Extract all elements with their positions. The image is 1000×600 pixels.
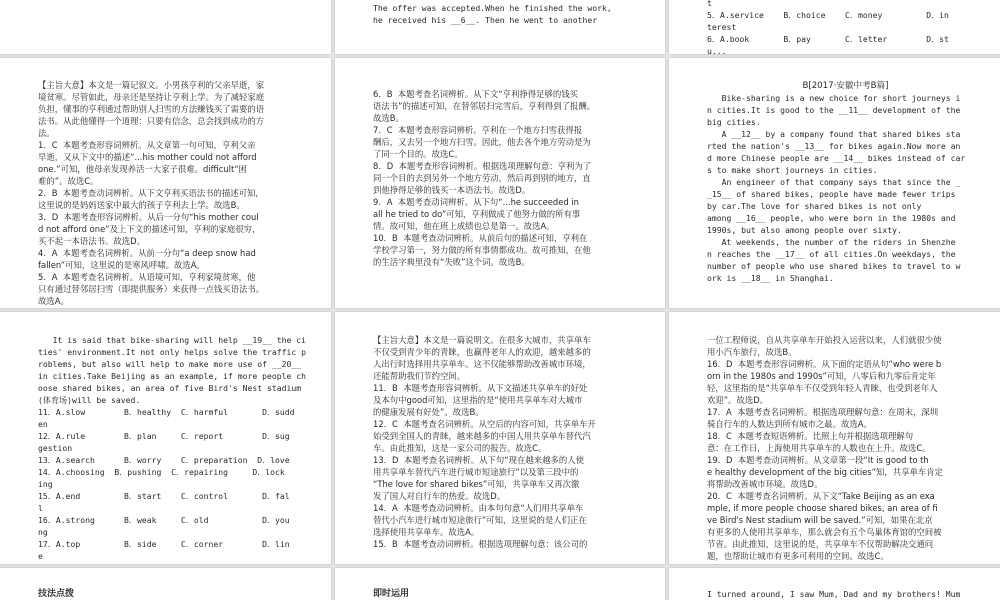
text-line: 13．A.search B．worry C．preparation D．love bbox=[38, 455, 290, 465]
text-line: 4．A 本题考查名词辨析。从前一分句“a deep snow had bbox=[38, 248, 256, 258]
text-line: The offer was accepted.When he finished the work, bbox=[373, 3, 612, 13]
text-line: 语法书”的描述可知，在替邻居扫完雪后，亨利得到了报酬。 bbox=[373, 101, 596, 111]
answer-key-text bbox=[38, 79, 315, 307]
page-1-fragment bbox=[0, 0, 331, 54]
text-line: At weekends, the number of the riders in Shenzhe bbox=[707, 237, 956, 247]
text-line: en bbox=[38, 419, 48, 429]
section-heading: 即时运用 bbox=[373, 589, 410, 599]
text-line: 15．A.end B．start C．control D．fal bbox=[38, 491, 290, 501]
text-line: 6．B 本题考查名词辨析。从下文“亨利挣得足够的钱买 bbox=[373, 89, 578, 99]
text-line: 早逝，又从下文中的描述“...his mother could not afford bbox=[38, 152, 257, 162]
text-line: 买不起一本语法书。故选D。 bbox=[38, 236, 145, 246]
text-line: 11．B 本题考查形容词辨析。从下文描述共享单车的好处 bbox=[373, 383, 588, 393]
page-10-fragment bbox=[0, 568, 331, 600]
text-line: 14．A 本题考查动词辨析。由本句句意“人们用共享单车 bbox=[373, 503, 584, 513]
text-line: n reaches the __17__ of all cities.On weekdays, the bbox=[707, 249, 956, 259]
text-line: 的生活字典里没有“失败”这个词。故选B。 bbox=[373, 257, 530, 267]
text-line: 只有通过替邻居扫雪（即提供服务）来获得一点钱买语法书。 bbox=[38, 284, 265, 294]
text-line: mple, if more people choose shared bikes, an area of fi bbox=[707, 503, 938, 513]
text-line: ve Bird's Nest stadium will be saved.”可知，如果在北京 bbox=[707, 515, 933, 525]
text-line: 这里说的是妈妈送家中最大的孩子亨利去上学。故选B。 bbox=[38, 200, 245, 210]
text-line: 骑自行车的人数达到所有城市之最。故选A。 bbox=[707, 419, 872, 429]
text-line: 8．D 本题考查形容词辨析。根据选项理解句意：亨利为了 bbox=[373, 161, 592, 171]
text-line: 12．C 本题考查名词辨析。从空后的内容可知，共享单车开 bbox=[373, 419, 596, 429]
text-line: 2．B 本题考查动词辨析。从下文亨利买语法书的描述可知， bbox=[38, 188, 264, 198]
text-line: 一位工程师说，自从共享单车开始投入运营以来，人们就很少使 bbox=[707, 335, 942, 345]
text-line: 法。 bbox=[38, 128, 55, 138]
text-line: ng bbox=[38, 527, 48, 537]
page-2-fragment bbox=[335, 0, 665, 54]
text-line: all he tried to do”可知，亨利做成了他努力做的所有事 bbox=[373, 209, 581, 219]
text-line: 1990s, but also among people over sixty. bbox=[707, 225, 902, 235]
text-line: by car.The love for shared bikes is not only bbox=[707, 201, 922, 211]
text-line: 难的”。故选C。 bbox=[38, 176, 99, 186]
text-line: d not afford one”及上下文的描述可知，亨利的家庭很穷， bbox=[38, 224, 261, 234]
reading-passage-b bbox=[707, 80, 984, 284]
text-line: 13．D 本题考查名词辨析。从下句“现在越来越多的人使 bbox=[373, 455, 585, 465]
answer-key-text bbox=[707, 334, 984, 562]
text-line: 不仅受到青少年的青睐，也赢得老年人的欢迎，越来越多的 bbox=[373, 347, 591, 357]
text-line: 18．C 本题考查短语辨析。比照上句并根据选项理解句 bbox=[707, 431, 914, 441]
page-7 bbox=[0, 312, 331, 564]
text-line: 学校学习第一，努力做的所有事情都成功。故可推知，在他 bbox=[373, 245, 591, 255]
text-line: A __12__ by a company found that shared bikes sta bbox=[707, 129, 961, 139]
page-5 bbox=[335, 58, 665, 308]
text-line: 20．C 本题考查名词辨析。从下文“Take Beijing as an exa bbox=[707, 491, 935, 501]
page-8 bbox=[335, 312, 665, 564]
text-line: d more Chinese people are __14__ bikes instead of car bbox=[707, 153, 966, 163]
text-line: 酬后，又去另一个地方扫雪。因此，他去各个地方劳动是为 bbox=[373, 137, 591, 147]
text-line: u... bbox=[707, 46, 727, 54]
text-line: 将帮助改善城市环境。故选D。 bbox=[707, 479, 823, 489]
text-line: 16．D 本题考查形容词辨析。从下面的定语从句“who were b bbox=[707, 359, 942, 369]
text-line: in cities.Take Beijing as an example, if more people ch bbox=[38, 371, 307, 381]
text-line: orn in the 1980s and 1990s”可知，八零后和九零后肯定年 bbox=[707, 371, 936, 381]
text-line: 用共享单车替代汽车进行城市短途旅行”以及第三段中的 bbox=[373, 467, 579, 477]
text-line: 6．A.book B．pay C．letter D．st bbox=[707, 34, 949, 44]
page-6 bbox=[669, 58, 1000, 308]
text-line: n cities.It is good to the __11__ development of the bbox=[707, 105, 961, 115]
page-4 bbox=[0, 58, 331, 308]
text-line: 法书。从此他懂得一个道理：只要有信念，总会找到成功的方 bbox=[38, 116, 265, 126]
text-line: 3．D 本题考查形容词辨析。从后一分句“his mother coul bbox=[38, 212, 259, 222]
answer-key-text bbox=[373, 88, 649, 268]
text-line: _15__ of shared bikes, people have made fewer trips bbox=[707, 189, 956, 199]
page-12-fragment bbox=[669, 568, 1000, 600]
text-line: number of people who use shared bikes to travel to w bbox=[707, 261, 961, 271]
page-11-text bbox=[373, 588, 649, 600]
text-line: 题，也帮助让城市有更多可利用的空间。故选C。 bbox=[707, 551, 889, 561]
text-line: 有更多的人使用共享单车，那么就会有五个鸟巢体育馆的空间被 bbox=[707, 527, 942, 537]
text-line: 故选B。 bbox=[373, 113, 404, 123]
text-line: 境贫寒。尽管如此，母亲还是坚持让亨利上学。为了减轻家庭 bbox=[38, 92, 265, 102]
text-line: rted the nation's __13__ for bikes again.Now more an bbox=[707, 141, 961, 151]
text-line: 5．A 本题考查名词辨析。从语境可知，亨利家境贫寒，他 bbox=[38, 272, 256, 282]
text-line: Bike-sharing is a new choice for short journeys i bbox=[707, 93, 961, 103]
text-line: among __16__ people, who were born in the 1980s and bbox=[707, 213, 956, 223]
text-line: e healthy development of the big cities”知，共享单车肯定 bbox=[707, 467, 944, 477]
text-line: ties' environment.It not only helps solve the traffic p bbox=[38, 347, 307, 357]
text-line: 17．A.top B．side C．corner D．lin bbox=[38, 539, 290, 549]
text-line: 欢迎”。故选D。 bbox=[707, 395, 769, 405]
text-line: 1．C 本题考查形容词辨析。从文章第一句可知，亨利父亲 bbox=[38, 140, 256, 150]
text-line: 到他挣得足够的钱买一本语法书。故选D。 bbox=[373, 185, 531, 195]
text-line: l bbox=[38, 503, 43, 513]
text-line: 人出行时选择用共享单车。这不仅能够帮助改善城市环境， bbox=[373, 359, 591, 369]
text-line: 【主旨大意】本文是一篇记叙文。小男孩亨利的父亲早逝，家 bbox=[38, 80, 265, 90]
text-line: ork is __18__ in Shanghai. bbox=[707, 273, 834, 283]
text-line: s to make short journeys in cities. bbox=[707, 165, 878, 175]
text-line: big cities. bbox=[707, 117, 761, 127]
text-line: 16．A.strong B．weak C．old D．you bbox=[38, 515, 290, 525]
text-line: 用小汽车旅行，故选B。 bbox=[707, 347, 797, 357]
text-line: e bbox=[38, 551, 43, 561]
text-line: An engineer of that company says that since the _ bbox=[707, 177, 961, 187]
text-line: 9．A 本题考查动词辨析。从下句“...he succeeded in bbox=[373, 197, 579, 207]
page-12-text bbox=[707, 588, 984, 600]
text-line: 情。故可知，他在班上成绩也总是第一。故选A。 bbox=[373, 221, 555, 231]
text-line: 及本句中good可知，这里指的是“使用共享单车对大城市 bbox=[373, 395, 583, 405]
text-line: 替代小汽车进行城市短途旅行”可知，这里说的是人们正在 bbox=[373, 515, 587, 525]
text-line: 14．A.choosing B．pushing C．repairing D．lock bbox=[38, 467, 285, 477]
text-line: 意：在工作日，上海使用共享单车的人数也在上升。故选C。 bbox=[707, 443, 931, 453]
text-line: 发了国人对自行车的热爱。故选D。 bbox=[373, 491, 506, 501]
text-line: 节省。由此推知，这里说的是，共享单车不仅帮助解决交通问 bbox=[707, 539, 934, 549]
text-line: oose shared bikes, an area of five Bird's Nest stadium bbox=[38, 383, 302, 393]
text-line: roblems, but also will help to make more use of __20__ bbox=[38, 359, 302, 369]
text-line: 了同一个目的。故选C。 bbox=[373, 149, 463, 159]
text-line: 15．B 本题考查动词辨析。根据选项理解句意：该公司的 bbox=[373, 539, 588, 549]
page-3-fragment bbox=[669, 0, 1000, 54]
text-line: 19．D 本题考查动词辨析。从文章第一段“It is good to th bbox=[707, 455, 929, 465]
text-line: 选择使用共享单车。故选A。 bbox=[373, 527, 480, 537]
text-line: t bbox=[707, 0, 712, 8]
text-line: I turned around, I saw Mum, Dad and my brothers! Mum bbox=[707, 589, 961, 599]
text-line: 17．A 本题考查名词辨析。根据选项理解句意：在周末，深圳 bbox=[707, 407, 939, 417]
text-line: one.”可知，他母亲发现养活一大家子很难。difficult“困 bbox=[38, 164, 247, 174]
page-11-fragment bbox=[335, 568, 665, 600]
reading-passage-options bbox=[38, 334, 315, 562]
text-line: 5．A.service B．choice C．money D．in bbox=[707, 10, 949, 20]
page-2-text bbox=[373, 2, 649, 26]
text-line: gestion bbox=[38, 443, 73, 453]
text-line: 同一个目的去到另外一个地方劳动，然后再到别的地方，直 bbox=[373, 173, 591, 183]
text-line: he received his __6__. Then he went to another bbox=[373, 15, 598, 25]
text-line: 始受到全国人的青睐，越来越多的中国人用共享单车替代汽 bbox=[373, 431, 591, 441]
text-line: 轻，这里指的是“共享单车不仅受到年轻人青睐，也受到老年人 bbox=[707, 383, 938, 393]
page-10-text bbox=[38, 588, 315, 600]
text-line: “The love for shared bikes”可知，共享单车又再次激 bbox=[373, 479, 580, 489]
text-line: 10．B 本题考查动词辨析。从前后句的描述可知，亨利在 bbox=[373, 233, 588, 243]
section-heading: 技法点拨 bbox=[38, 589, 75, 599]
text-line: (体育场)will be saved. bbox=[38, 395, 141, 405]
text-line: 【主旨大意】本文是一篇说明文。在很多大城市，共享单车 bbox=[373, 335, 591, 345]
text-line: 车。由此推知，这是一家公司的报告。故选C。 bbox=[373, 443, 547, 453]
text-line: 负担，懂事的亨利通过帮助别人扫雪的方法赚钱买了需要的语 bbox=[38, 104, 265, 114]
passage-title: B[2017·安徽中考B篇] bbox=[802, 81, 889, 91]
text-line: It is said that bike-sharing will help __19__ the ci bbox=[38, 335, 307, 345]
text-line: 故选A。 bbox=[38, 296, 69, 306]
page-3-options bbox=[707, 0, 984, 54]
text-line: 12．A.rule B．plan C．report D．sug bbox=[38, 431, 290, 441]
answer-key-text bbox=[373, 334, 649, 550]
text-line: 11．A.slow B．healthy C．harmful D．sudd bbox=[38, 407, 295, 417]
text-line: 还能帮助我们节约空间。 bbox=[373, 371, 466, 381]
text-line: ing bbox=[38, 479, 53, 489]
text-line: fallen”可知，这里说的是寒风呼啸。故选A。 bbox=[38, 260, 205, 270]
text-line: 的健康发展有好处”。故选B。 bbox=[373, 407, 484, 417]
page-9 bbox=[669, 312, 1000, 564]
text-line: terest bbox=[707, 22, 737, 32]
text-line: 7．C 本题考查形容词辨析。亨利在一个地方扫雪获得报 bbox=[373, 125, 583, 135]
